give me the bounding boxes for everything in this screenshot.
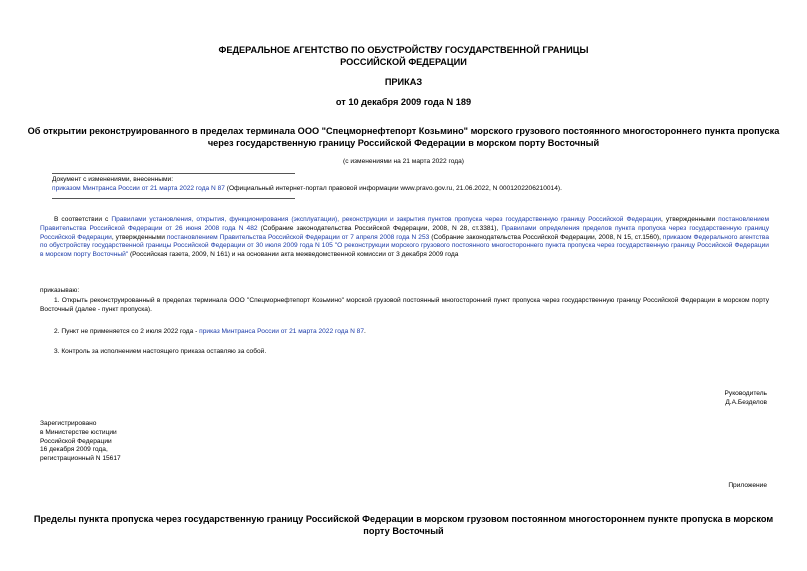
- amendments-top-rule: [52, 173, 295, 174]
- appendix-title-line-1: Пределы пункта пропуска через государственную границу Российской Федерации в морском грузовом постоянном многостороннем пункте пропуска в морском: [33, 514, 774, 524]
- preamble-text-5: (Собрание законодательства Российской Федерации, 2008, N 15, ст.1560),: [429, 233, 663, 241]
- signature-block: [725, 390, 767, 408]
- agency-line-2: РОССИЙСКОЙ ФЕДЕРАЦИИ: [340, 56, 467, 67]
- signature-name: Д.А.Безделов: [725, 398, 767, 406]
- order-item-3: 3. Контроль за исполнением настоящего приказа оставляю за собой.: [54, 348, 267, 355]
- title-line-1: Об открытии реконструированного в пределах терминала ООО "Спецморнефтепорт Козьмино" морского грузового постоянного многостороннего пункта пропуска: [27, 126, 780, 136]
- doc-date: от 10 декабря 2009 года N 189: [335, 97, 472, 107]
- amendments-entry: [52, 185, 772, 194]
- agency-name: [30, 45, 777, 68]
- registration-block: [40, 420, 340, 464]
- amendments-bottom-rule: [52, 198, 295, 199]
- registration-line-1: Зарегистрировано: [40, 420, 97, 427]
- order-item-2-link[interactable]: приказ Минтранса России от 21 марта 2022 года N 87: [199, 328, 364, 335]
- decree-253-link[interactable]: постановлением Правительства Российской Федерации от 7 апреля 2008 года N 253: [166, 233, 430, 241]
- preamble-text-1: В соответствии с: [54, 216, 112, 223]
- amendment-source: (Официальный интернет-портал правовой информации www.pravo.gov.ru, 21.06.2022, N 0001202206210014).: [224, 185, 562, 192]
- registration-line-3: Российской Федерации: [40, 437, 112, 445]
- registration-line-4: 16 декабря 2009 года,: [40, 446, 108, 454]
- appendix-title: [20, 514, 787, 537]
- doc-type: ПРИКАЗ: [384, 77, 423, 87]
- prikazyvayu: приказываю:: [40, 287, 80, 294]
- rules-link[interactable]: Правилами установления, открытия, функционирования (эксплуатации), реконструкции и закрытия пунктов пропуска через государственную границу Российской Федерации: [111, 216, 662, 223]
- appendix-title-line-2: порту Восточный: [363, 525, 444, 536]
- order-105-link[interactable]: приказом Федерального агентства по обустройству государственной границы Российской Федерации от 30 июля 2009 года N 105 "О реконструкции морского грузового постоянного многостороннего пункта пропуска через государственную границу Российской Федерации в морском порту Восточный": [40, 233, 769, 259]
- rules-limits-link[interactable]: Правилами определения пределов пункта пропуска через государственную границу Российской Федерации: [40, 224, 769, 241]
- preamble-paragraph: [40, 216, 769, 260]
- preamble-text-2: , утвержденными: [661, 216, 719, 223]
- revision-note: (с изменениями на 21 марта 2022 года): [343, 158, 464, 165]
- appendix-label: Приложение: [728, 482, 767, 489]
- amendment-link[interactable]: приказом Минтранса России от 21 марта 2022 года N 87: [52, 185, 225, 192]
- page-title: [20, 126, 787, 149]
- order-item-2: [40, 328, 769, 337]
- order-item-1: 1. Открыть реконструированный в пределах терминала ООО "Спецморнефтепорт Козьмино" морской грузовой постоянный многосторонний пункт пропуска через государственную границу Российской Федерации в морском порту Восточный (далее - пункт пропуска).: [40, 297, 769, 313]
- preamble-text-3: (Собрание законодательства Российской Федерации, 2008, N 28, ст.3381),: [257, 224, 502, 232]
- title-line-2: через государственную границу Российской Федерации в морском порту Восточный: [207, 137, 600, 148]
- decree-482-link[interactable]: постановлением Правительства Российской Федерации от 26 июня 2008 года N 482: [40, 216, 769, 232]
- registration-line-2: в Министерстве юстиции: [40, 428, 117, 436]
- registration-line-5: регистрационный N 15617: [40, 455, 121, 463]
- preamble-text-4: , утвержденными: [111, 233, 167, 241]
- signature-role: Руководитель: [724, 390, 767, 397]
- preamble-text-6: (Российская газета, 2009, N 161) и на основании акта межведомственной комиссии от 3 декабря 2009 года: [128, 251, 459, 259]
- order-item-2-text: 2. Пункт не применяется со 2 июля 2022 года -: [54, 328, 200, 335]
- agency-line-1: ФЕДЕРАЛЬНОЕ АГЕНТСТВО ПО ОБУСТРОЙСТВУ ГОСУДАРСТВЕННОЙ ГРАНИЦЫ: [218, 45, 589, 55]
- order-item-2-end: .: [364, 328, 366, 335]
- amendments-intro: Документ с изменениями, внесенными:: [52, 176, 174, 183]
